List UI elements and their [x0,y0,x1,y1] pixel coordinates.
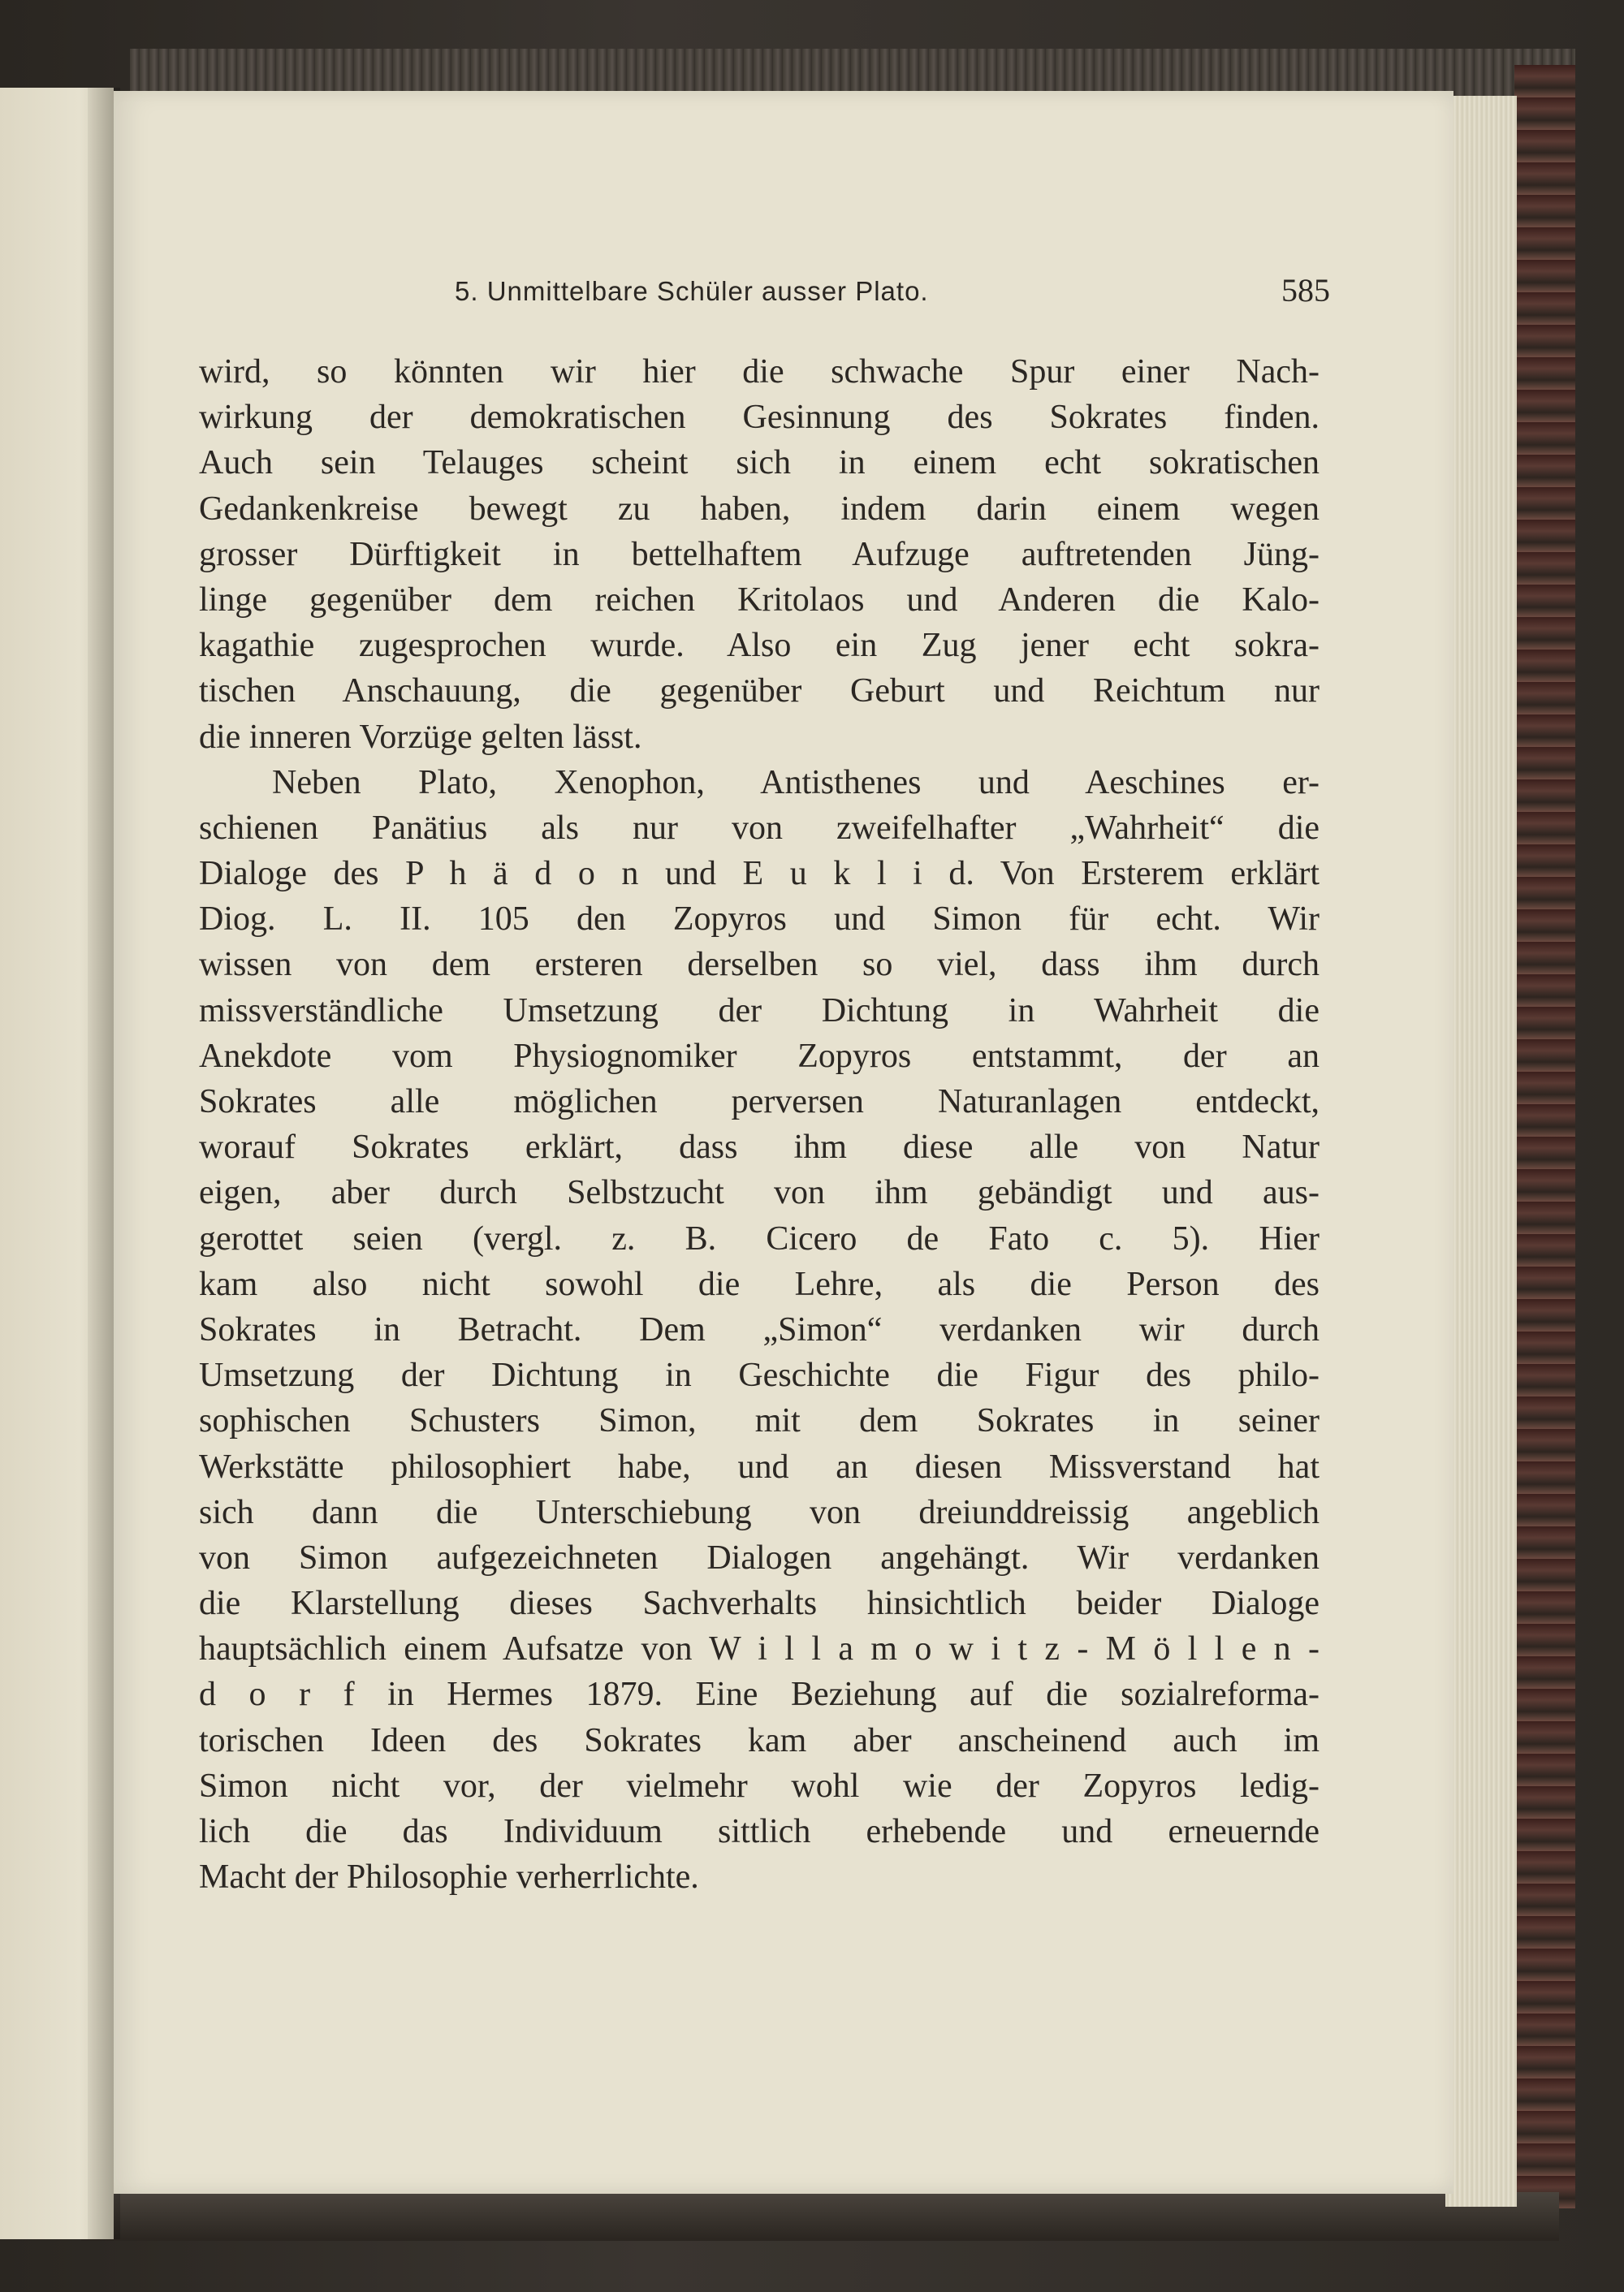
text-line: Werkstätte philosophiert habe, und an diesen Missverstand hat [199,1448,1320,1486]
text-line: missverständliche Umsetzung der Dichtung in Wahrheit die [199,991,1320,1029]
cover-bottom-edge [81,2192,1559,2241]
text-line: die inneren Vorzüge gelten lässt. [199,718,642,756]
page-number: 585 [1281,272,1330,309]
running-head [114,272,1453,325]
text-line: sich dann die Unterschiebung von dreiunddreissig angeblich [199,1493,1320,1531]
body-text [199,349,1320,1900]
text-line: lich die das Individuum sittlich erhebende und erneuernde [199,1813,1320,1850]
book-page [114,91,1453,2194]
cover-right-edge [1514,65,1575,2208]
text-line: wirkung der demokratischen Gesinnung des Sokrates finden. [199,399,1320,437]
text-line: hauptsächlich einem Aufsatze von W i l l a m o w i t z - M ö l l e n - [199,1630,1320,1668]
text-line: Sokrates in Betracht. Dem „Simon“ verdanken wir durch [199,1310,1320,1349]
text-line: Anekdote vom Physiognomiker Zopyros entstammt, der an [199,1037,1320,1075]
text-line: torischen Ideen des Sokrates kam aber anscheinend auch im [199,1721,1320,1759]
text-line: Simon nicht vor, der vielmehr wohl wie der Zopyros ledig- [199,1767,1320,1805]
running-title: 5. Unmittelbare Schüler ausser Plato. [455,276,929,306]
text-line: Macht der Philosophie verherrlichte. [199,1858,699,1897]
text-line: sophischen Schusters Simon, mit dem Sokrates in seiner [199,1402,1320,1440]
text-line: grosser Dürftigkeit in bettelhaftem Aufzuge auftretenden Jüng- [199,535,1320,573]
text-line: gerottet seien (vergl. z. B. Cicero de Fato c. 5). Hier [199,1219,1320,1258]
text-line: linge gegenüber dem reichen Kritolaos und Anderen die Kalo- [199,581,1320,619]
text-line: kagathie zugesprochen wurde. Also ein Zug jener echt sokra- [199,627,1320,665]
paragraph-start-line: Neben Plato, Xenophon, Antisthenes und Aeschines er- [272,763,1320,801]
text-line: worauf Sokrates erklärt, dass ihm diese alle von Natur [199,1129,1320,1167]
text-line: wird, so könnten wir hier die schwache Spur einer Nach- [199,353,1320,391]
text-line: Diog. L. II. 105 den Zopyros und Simon für echt. Wir [199,900,1320,939]
text-line: schienen Panätius als nur von zweifelhafter „Wahrheit“ die [199,809,1320,847]
cover-top-edge [130,49,1575,97]
text-line: Auch sein Telauges scheint sich in einem echt sokratischen [199,444,1320,482]
text-line: die Klarstellung dieses Sachverhalts hinsichtlich beider Dialoge [199,1585,1320,1623]
text-line: Gedankenkreise bewegt zu haben, indem darin einem wegen [199,490,1320,528]
text-line: eigen, aber durch Selbstzucht von ihm gebändigt und aus- [199,1174,1320,1212]
text-line: wissen von dem ersteren derselben so viel, dass ihm durch [199,946,1320,984]
text-line: kam also nicht sowohl die Lehre, als die Person des [199,1265,1320,1303]
text-line: Sokrates alle möglichen perversen Naturanlagen entdeckt, [199,1083,1320,1120]
text-line: Dialoge des P h ä d o n und E u k l i d. Von Ersterem erklärt [199,855,1320,893]
text-line: tischen Anschauung, die gegenüber Geburt und Reichtum nur [199,672,1320,710]
text-line: von Simon aufgezeichneten Dialogen angehängt. Wir verdanken [199,1539,1320,1577]
text-line: Umsetzung der Dichtung in Geschichte die Figur des philo- [199,1357,1320,1395]
text-line: d o r f in Hermes 1879. Eine Beziehung auf die sozialreforma- [199,1676,1320,1714]
page-stack-edge [1445,96,1517,2207]
